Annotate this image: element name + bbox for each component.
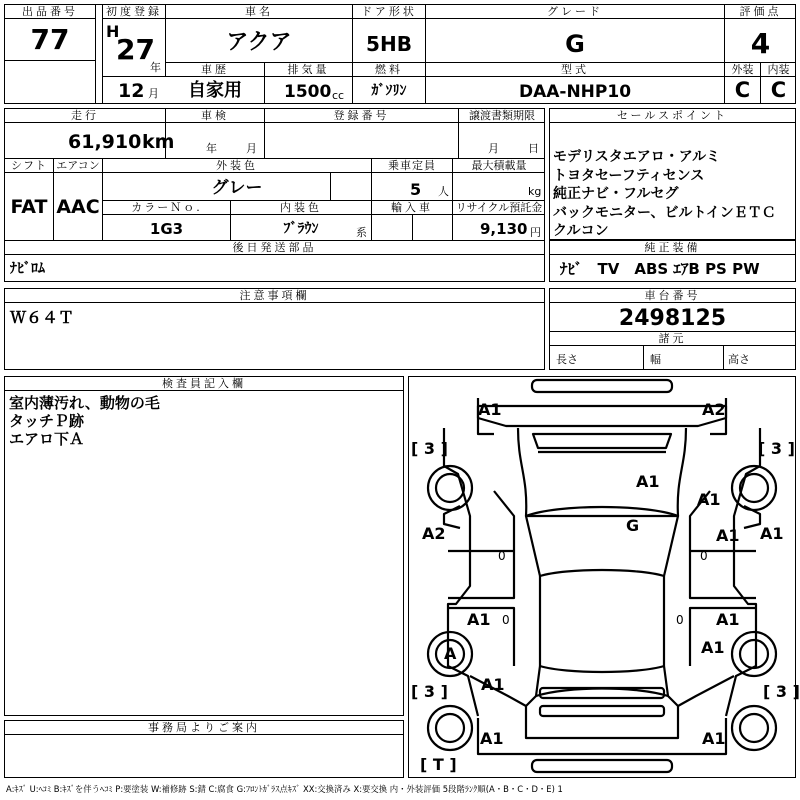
ext-grade: C: [734, 78, 751, 102]
capacity-unit: 人: [438, 185, 449, 198]
mark-right-edge: A1: [760, 524, 784, 543]
mark-right-front-door: A1: [716, 526, 740, 545]
sales-point: モデリスタエアロ・アルミ: [553, 149, 721, 165]
mark-trunk-tire: [ T ]: [420, 755, 457, 774]
mark-right-rear-side: A1: [701, 638, 725, 657]
recycle-fee: 9,130: [480, 220, 528, 238]
inspector-note: 室内薄汚れ、動物の毛: [9, 394, 160, 412]
mark-right-fender: A1: [697, 490, 721, 509]
mark-right-rear-tire: [ 3 ]: [763, 682, 800, 701]
color-label: 外装色: [103, 159, 371, 173]
car-name: アクア: [226, 30, 292, 55]
ext-color: グレー: [211, 178, 263, 198]
sales-point: トヨタセーフティセンス: [553, 167, 705, 184]
mark-left-rear-quarter: A1: [481, 675, 505, 694]
mark-hood: A1: [636, 472, 660, 491]
int-grade: C: [770, 78, 787, 102]
mark-right-rear-door: A1: [716, 610, 740, 629]
mark-left-pillar: 0: [498, 549, 506, 563]
mark-left-side: A2: [422, 524, 446, 543]
mark-left-rear-pillar: 0: [502, 613, 510, 627]
aircon: AAC: [56, 196, 100, 218]
mark-left-rear-tire: [ 3 ]: [411, 682, 448, 701]
later-parts: ﾅﾋﾞﾛﾑ: [10, 261, 45, 277]
door-label: ドア形状: [353, 5, 425, 19]
ext-label: 外装: [725, 63, 760, 77]
fuel-label: 燃料: [353, 62, 425, 77]
sales-point: クルコン: [553, 223, 609, 239]
capacity: 5: [410, 180, 422, 199]
sales-points: [553, 148, 795, 241]
inspector-label: 検査員記入欄: [5, 377, 403, 391]
lot-no-label: 出品番号: [5, 5, 95, 19]
import-label: 輸入車: [372, 201, 452, 215]
color-no: 1G3: [149, 220, 184, 238]
inspector-notes: [9, 394, 399, 448]
sales-point: バックモニター、ビルトインＥＴＣ: [553, 204, 776, 221]
lot-no: 77: [30, 23, 70, 56]
equipment: ﾅﾋﾞ TV ABS ｴｱB PS PW: [560, 260, 760, 278]
month-unit: 月: [148, 87, 159, 100]
ac-label: エアコン: [54, 159, 102, 173]
regno-label: 登録番号: [265, 109, 458, 123]
displacement-unit: cc: [332, 89, 345, 102]
spec-label: 諸元: [550, 331, 795, 346]
mark-rear-left: A1: [480, 729, 504, 748]
mark-rear-right: A1: [702, 729, 726, 748]
car-outline: [408, 376, 796, 778]
reg-year: 27: [116, 33, 155, 66]
intcolor-unit: 系: [356, 226, 367, 239]
inspector-note: エアロ下Ａ: [9, 430, 85, 448]
int-color: ﾌﾞﾗｳﾝ: [283, 221, 319, 237]
load-unit: kg: [528, 185, 542, 198]
notes-text: Ｗ６４Ｔ: [10, 308, 75, 327]
mark-left-rear-wheel: A: [444, 644, 457, 663]
displacement-label: 排気量: [265, 62, 352, 77]
later-label: 後日発送部品: [5, 241, 544, 255]
transfer-day-unit: 日: [528, 142, 539, 155]
mark-front-right: A2: [702, 400, 726, 419]
grade-label: グレード: [426, 5, 724, 19]
history: 自家用: [188, 80, 242, 101]
mark-right-pillar: 0: [700, 549, 708, 563]
reg-month: 12: [118, 80, 145, 102]
mileage: 61,910: [68, 131, 142, 153]
equip-label: 純正装備: [550, 241, 795, 255]
height-label: 高さ: [728, 353, 750, 366]
score: 4: [750, 27, 771, 60]
capacity-label: 乗車定員: [372, 159, 452, 173]
office-label: 事務局よりご案内: [5, 721, 403, 735]
name-label: 車名: [166, 5, 352, 19]
insp-year-unit: 年: [206, 142, 217, 155]
intcolor-label: 内装色: [231, 201, 371, 215]
first-reg-label: 初度登録: [103, 5, 165, 19]
door-type: 5HB: [366, 32, 412, 56]
mark-front-left: A1: [478, 400, 502, 419]
mark-left-front-tire: [ 3 ]: [411, 439, 448, 458]
legend: A:ｷｽﾞ U:ﾍｺﾐ B:ｷｽﾞを伴うﾍｺﾐ P:要塗装 W:補修跡 S:錆 C:腐食 G:ﾌﾛﾝﾄｶﾞﾗｽ点ｷｽﾞ XX:交換済み X:要交換 内・外装評価 5段階ﾗﾝｸ順(A・B・C・D・E) 1: [6, 784, 563, 794]
load-label: 最大積載量: [453, 159, 545, 173]
colorno-label: カラーＮｏ.: [103, 201, 230, 215]
mileage-label: 走行: [5, 109, 165, 123]
model: DAA-NHP10: [518, 82, 632, 102]
model-label: 型式: [426, 62, 724, 77]
era: H: [106, 22, 120, 41]
mark-left-rear-door: A1: [467, 610, 491, 629]
transfer-month-unit: 月: [488, 142, 499, 155]
displacement: 1500: [284, 82, 332, 102]
recycle-label: リサイクル預託金: [453, 201, 545, 215]
year-unit: 年: [150, 61, 161, 74]
length-label: 長さ: [556, 353, 578, 366]
score-label: 評価点: [725, 5, 796, 19]
mark-right-front-tire: [ 3 ]: [758, 439, 795, 458]
inspection-label: 車検: [166, 109, 264, 123]
chassis-number: 2498125: [618, 306, 727, 331]
insp-month-unit: 月: [246, 142, 257, 155]
int-label: 内装: [761, 63, 796, 77]
history-label: 車歴: [166, 62, 264, 77]
mark-windshield: G: [626, 516, 640, 535]
fuel: ｶﾞｿﾘﾝ: [371, 83, 407, 99]
sales-label: セールスポイント: [550, 109, 795, 123]
sales-point: 純正ナビ・フルセグ: [553, 186, 679, 202]
grade: G: [565, 30, 585, 58]
mark-right-rear-pillar: 0: [676, 613, 684, 627]
transfer-label: 譲渡書類期限: [459, 109, 545, 123]
chassis-label: 車台番号: [550, 289, 795, 303]
shift: FAT: [10, 196, 48, 218]
mileage-unit: km: [142, 131, 175, 153]
recycle-unit: 円: [530, 226, 541, 239]
width-label: 幅: [650, 353, 661, 366]
shift-label: シフト: [5, 159, 53, 173]
inspector-note: タッチＰ跡: [9, 412, 85, 430]
notes-label: 注意事項欄: [5, 289, 544, 303]
